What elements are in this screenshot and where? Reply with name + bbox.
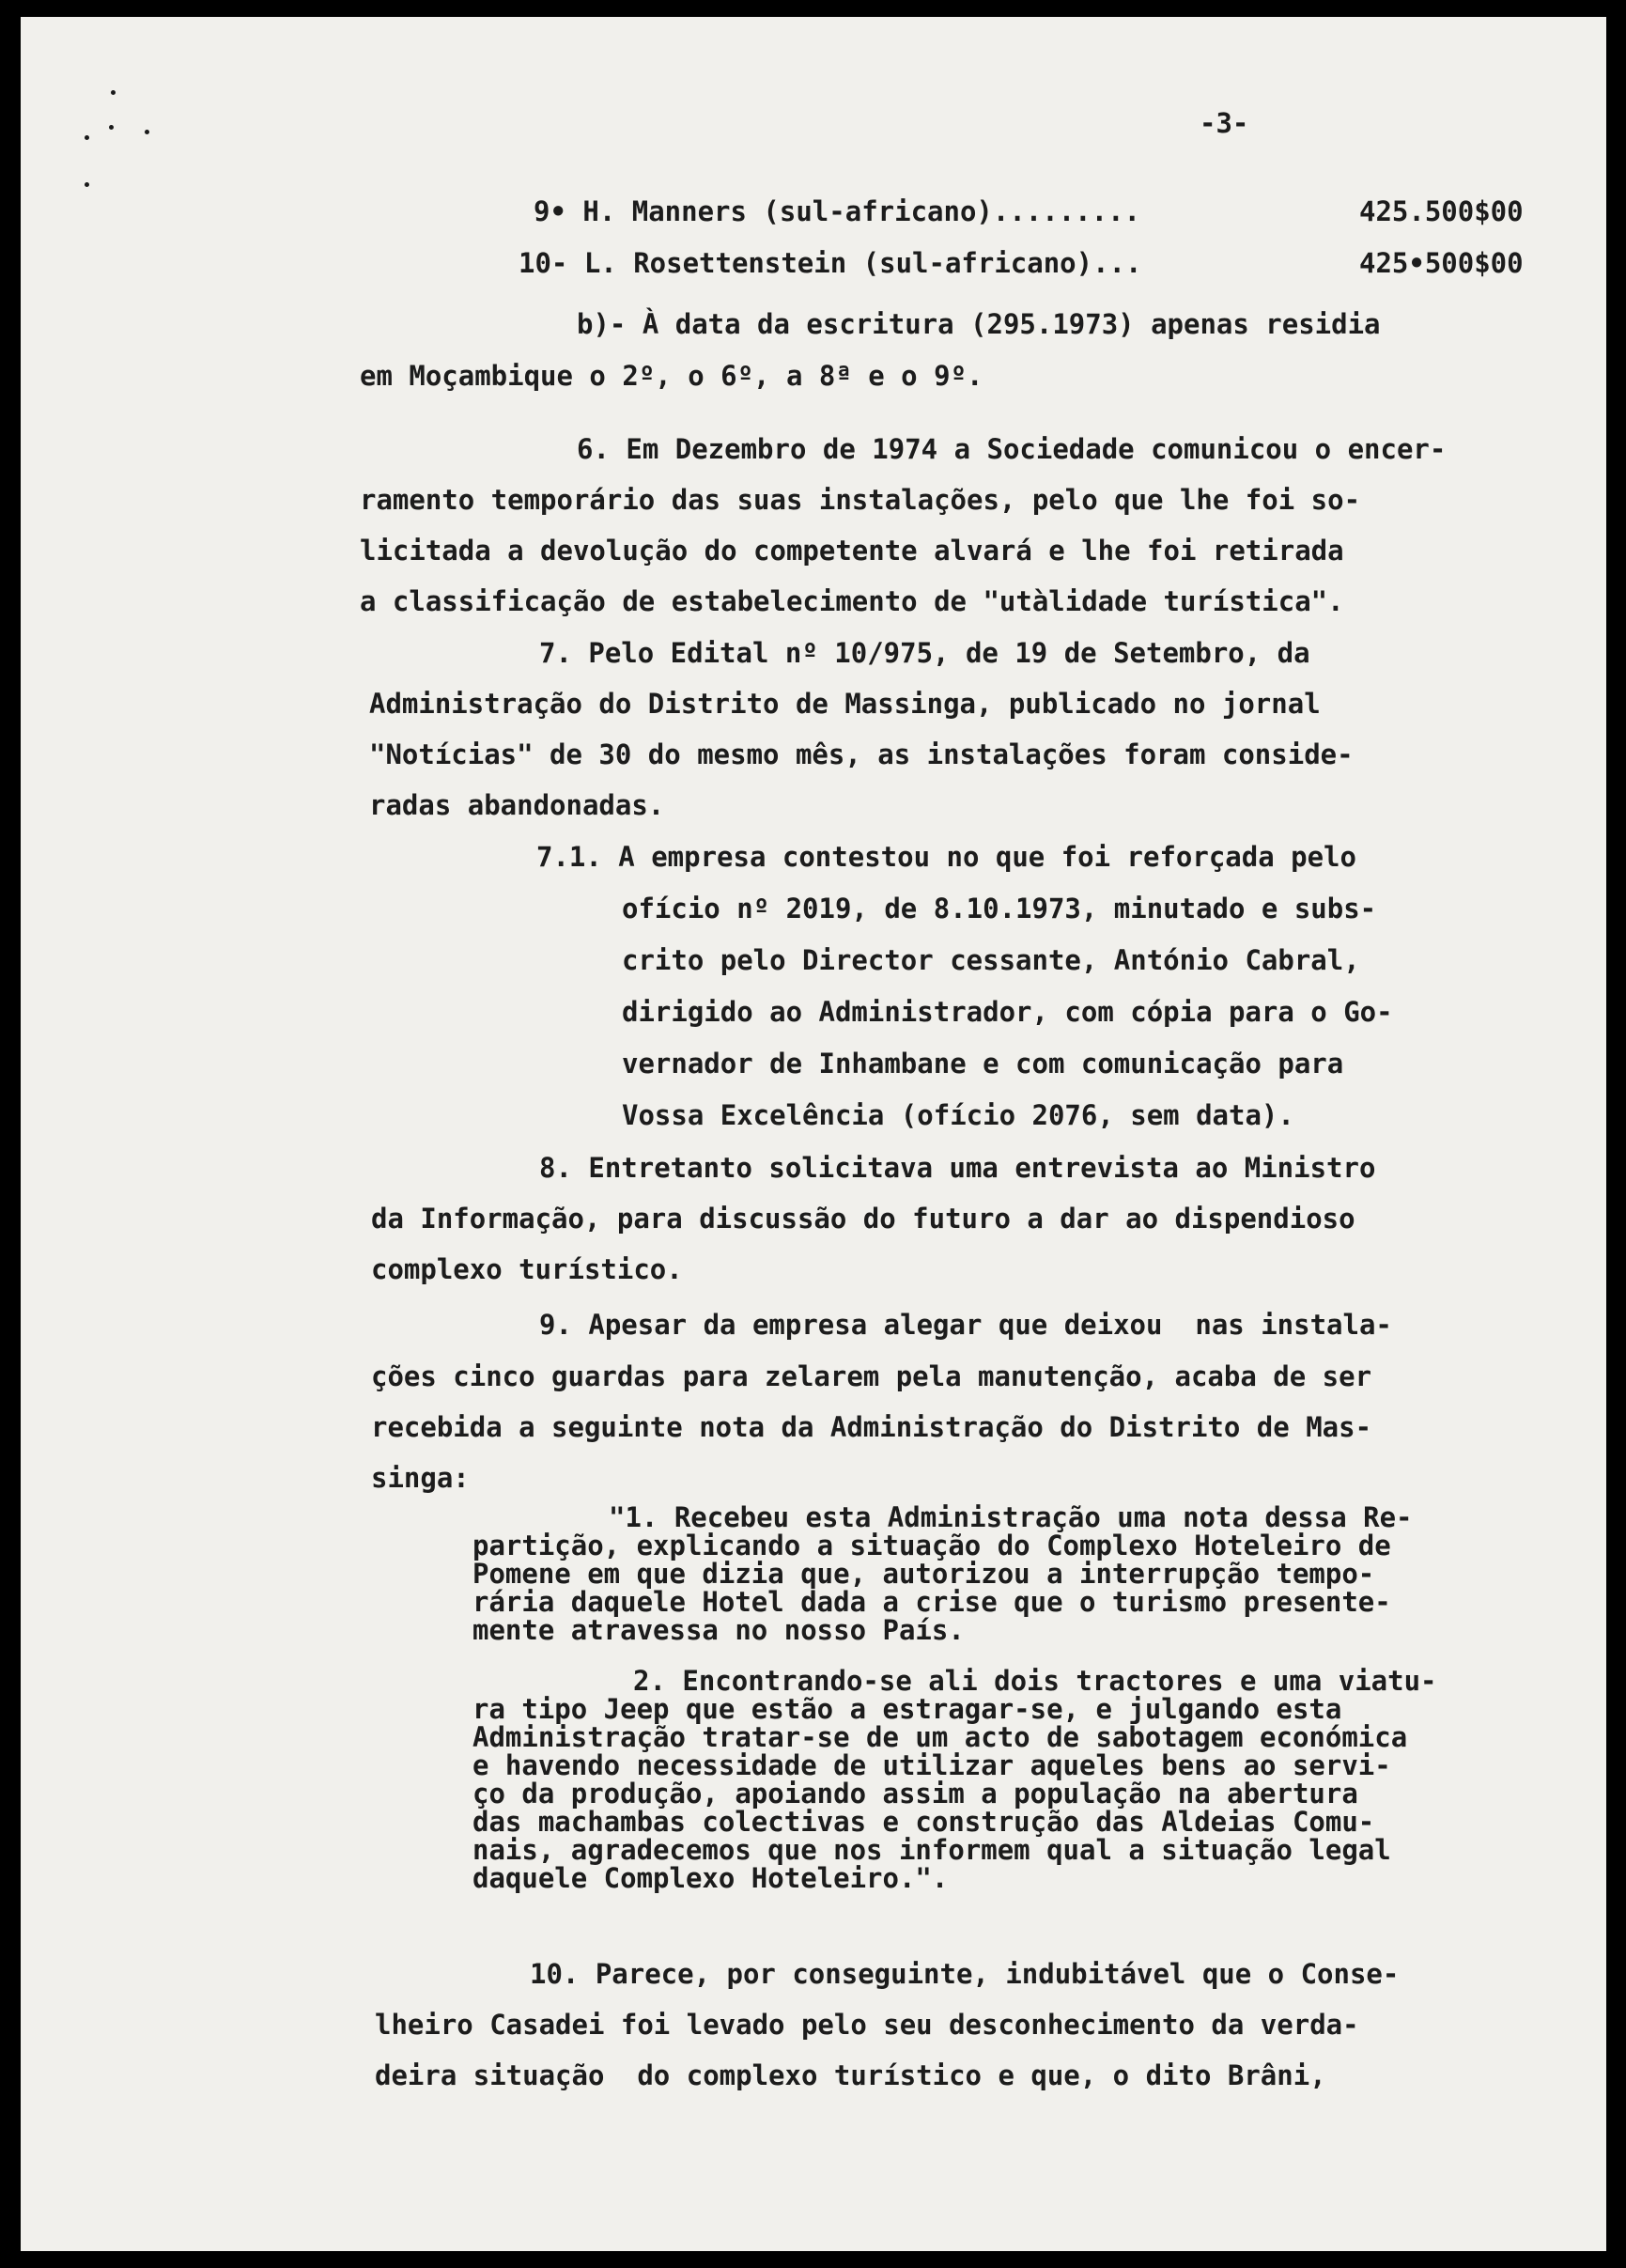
- paragraph-line: b)- À data da escritura (295.1973) apenas residia: [577, 308, 1381, 340]
- punch-mark: [109, 125, 114, 130]
- paragraph-line: Administração do Distrito de Massinga, publicado no jornal: [369, 688, 1321, 720]
- paragraph-line: crito pelo Director cessante, António Cabral,: [622, 944, 1360, 976]
- paragraph-line: recebida a seguinte nota da Administração do Distrito de Mas-: [371, 1411, 1372, 1443]
- punch-mark: [145, 130, 149, 134]
- paragraph-line: em Moçambique o 2º, o 6º, a 8ª e o 9º.: [360, 360, 983, 392]
- paragraph-line: da Informação, para discussão do futuro a dar ao dispendioso: [371, 1203, 1355, 1235]
- quote-line: e havendo necessidade de utilizar aqueles bens ao servi-: [472, 1749, 1391, 1781]
- quote-line: "1. Recebeu esta Administração uma nota dessa Re-: [609, 1501, 1413, 1533]
- paragraph-line: vernador de Inhambane e com comunicação para: [622, 1048, 1344, 1080]
- paragraph-line: singa:: [371, 1462, 470, 1494]
- paragraph-line: 7.1. A empresa contestou no que foi reforçada pelo: [536, 841, 1356, 873]
- paragraph-line: 10. Parece, por conseguinte, indubitável que o Conse-: [530, 1958, 1400, 1990]
- paragraph-line: deira situação do complexo turístico e que, o dito Brâni,: [375, 2059, 1326, 2091]
- quote-line: Administração tratar-se de um acto de sabotagem económica: [472, 1721, 1408, 1753]
- paragraph-line: Vossa Excelência (ofício 2076, sem data).: [622, 1099, 1294, 1131]
- paragraph-line: 9. Apesar da empresa alegar que deixou nas instala-: [539, 1309, 1392, 1341]
- quote-line: ço da produção, apoiando assim a população na abertura: [472, 1778, 1358, 1810]
- paragraph-line: 7. Pelo Edital nº 10/975, de 19 de Setembro, da: [539, 637, 1310, 669]
- punch-mark: [85, 182, 89, 187]
- paragraph-line: ções cinco guardas para zelarem pela manutenção, acaba de ser: [371, 1360, 1372, 1392]
- list-item-amount: 425.500$00: [1359, 195, 1524, 227]
- punch-mark: [85, 135, 89, 140]
- paragraph-line: radas abandonadas.: [369, 789, 665, 821]
- quote-line: nais, agradecemos que nos informem qual a situação legal: [472, 1834, 1391, 1866]
- paragraph-line: lheiro Casadei foi levado pelo seu desconhecimento da verda-: [375, 2009, 1359, 2041]
- quote-line: Pomene em que dizia que, autorizou a interrupção tempo-: [472, 1558, 1375, 1590]
- quote-line: daquele Complexo Hoteleiro.".: [472, 1862, 949, 1894]
- paragraph-line: complexo turístico.: [371, 1253, 683, 1285]
- paragraph-line: dirigido ao Administrador, com cópia para o Go-: [622, 996, 1393, 1028]
- quote-line: partição, explicando a situação do Complexo Hoteleiro de: [472, 1530, 1391, 1561]
- quote-line: das machambas colectivas e construção das Aldeias Comu-: [472, 1806, 1375, 1838]
- paragraph-line: licitada a devolução do competente alvará e lhe foi retirada: [360, 535, 1344, 567]
- list-item-amount: 425•500$00: [1359, 247, 1524, 279]
- paragraph-line: a classificação de estabelecimento de "utàlidade turística".: [360, 585, 1344, 617]
- quote-line: 2. Encontrando-se ali dois tractores e uma viatu-: [633, 1665, 1437, 1697]
- quote-line: ra tipo Jeep que estão a estragar-se, e julgando esta: [472, 1693, 1342, 1725]
- paragraph-line: 8. Entretanto solicitava uma entrevista ao Ministro: [539, 1152, 1376, 1184]
- paragraph-line: ofício nº 2019, de 8.10.1973, minutado e subs-: [622, 893, 1377, 924]
- list-item-label: 10- L. Rosettenstein (sul-africano)...: [519, 247, 1142, 279]
- list-item-label: 9• H. Manners (sul-africano).........: [534, 195, 1141, 227]
- paragraph-line: "Notícias" de 30 do mesmo mês, as instalações foram conside-: [369, 738, 1354, 770]
- paragraph-line: ramento temporário das suas instalações, pelo que lhe foi so-: [360, 484, 1361, 516]
- punch-mark: [111, 90, 116, 95]
- document-page: [21, 17, 1606, 2251]
- quote-line: mente atravessa no nosso País.: [472, 1614, 965, 1646]
- paragraph-line: 6. Em Dezembro de 1974 a Sociedade comunicou o encer-: [577, 433, 1447, 465]
- quote-line: rária daquele Hotel dada a crise que o turismo presente-: [472, 1586, 1391, 1618]
- page-number: -3-: [1200, 107, 1249, 139]
